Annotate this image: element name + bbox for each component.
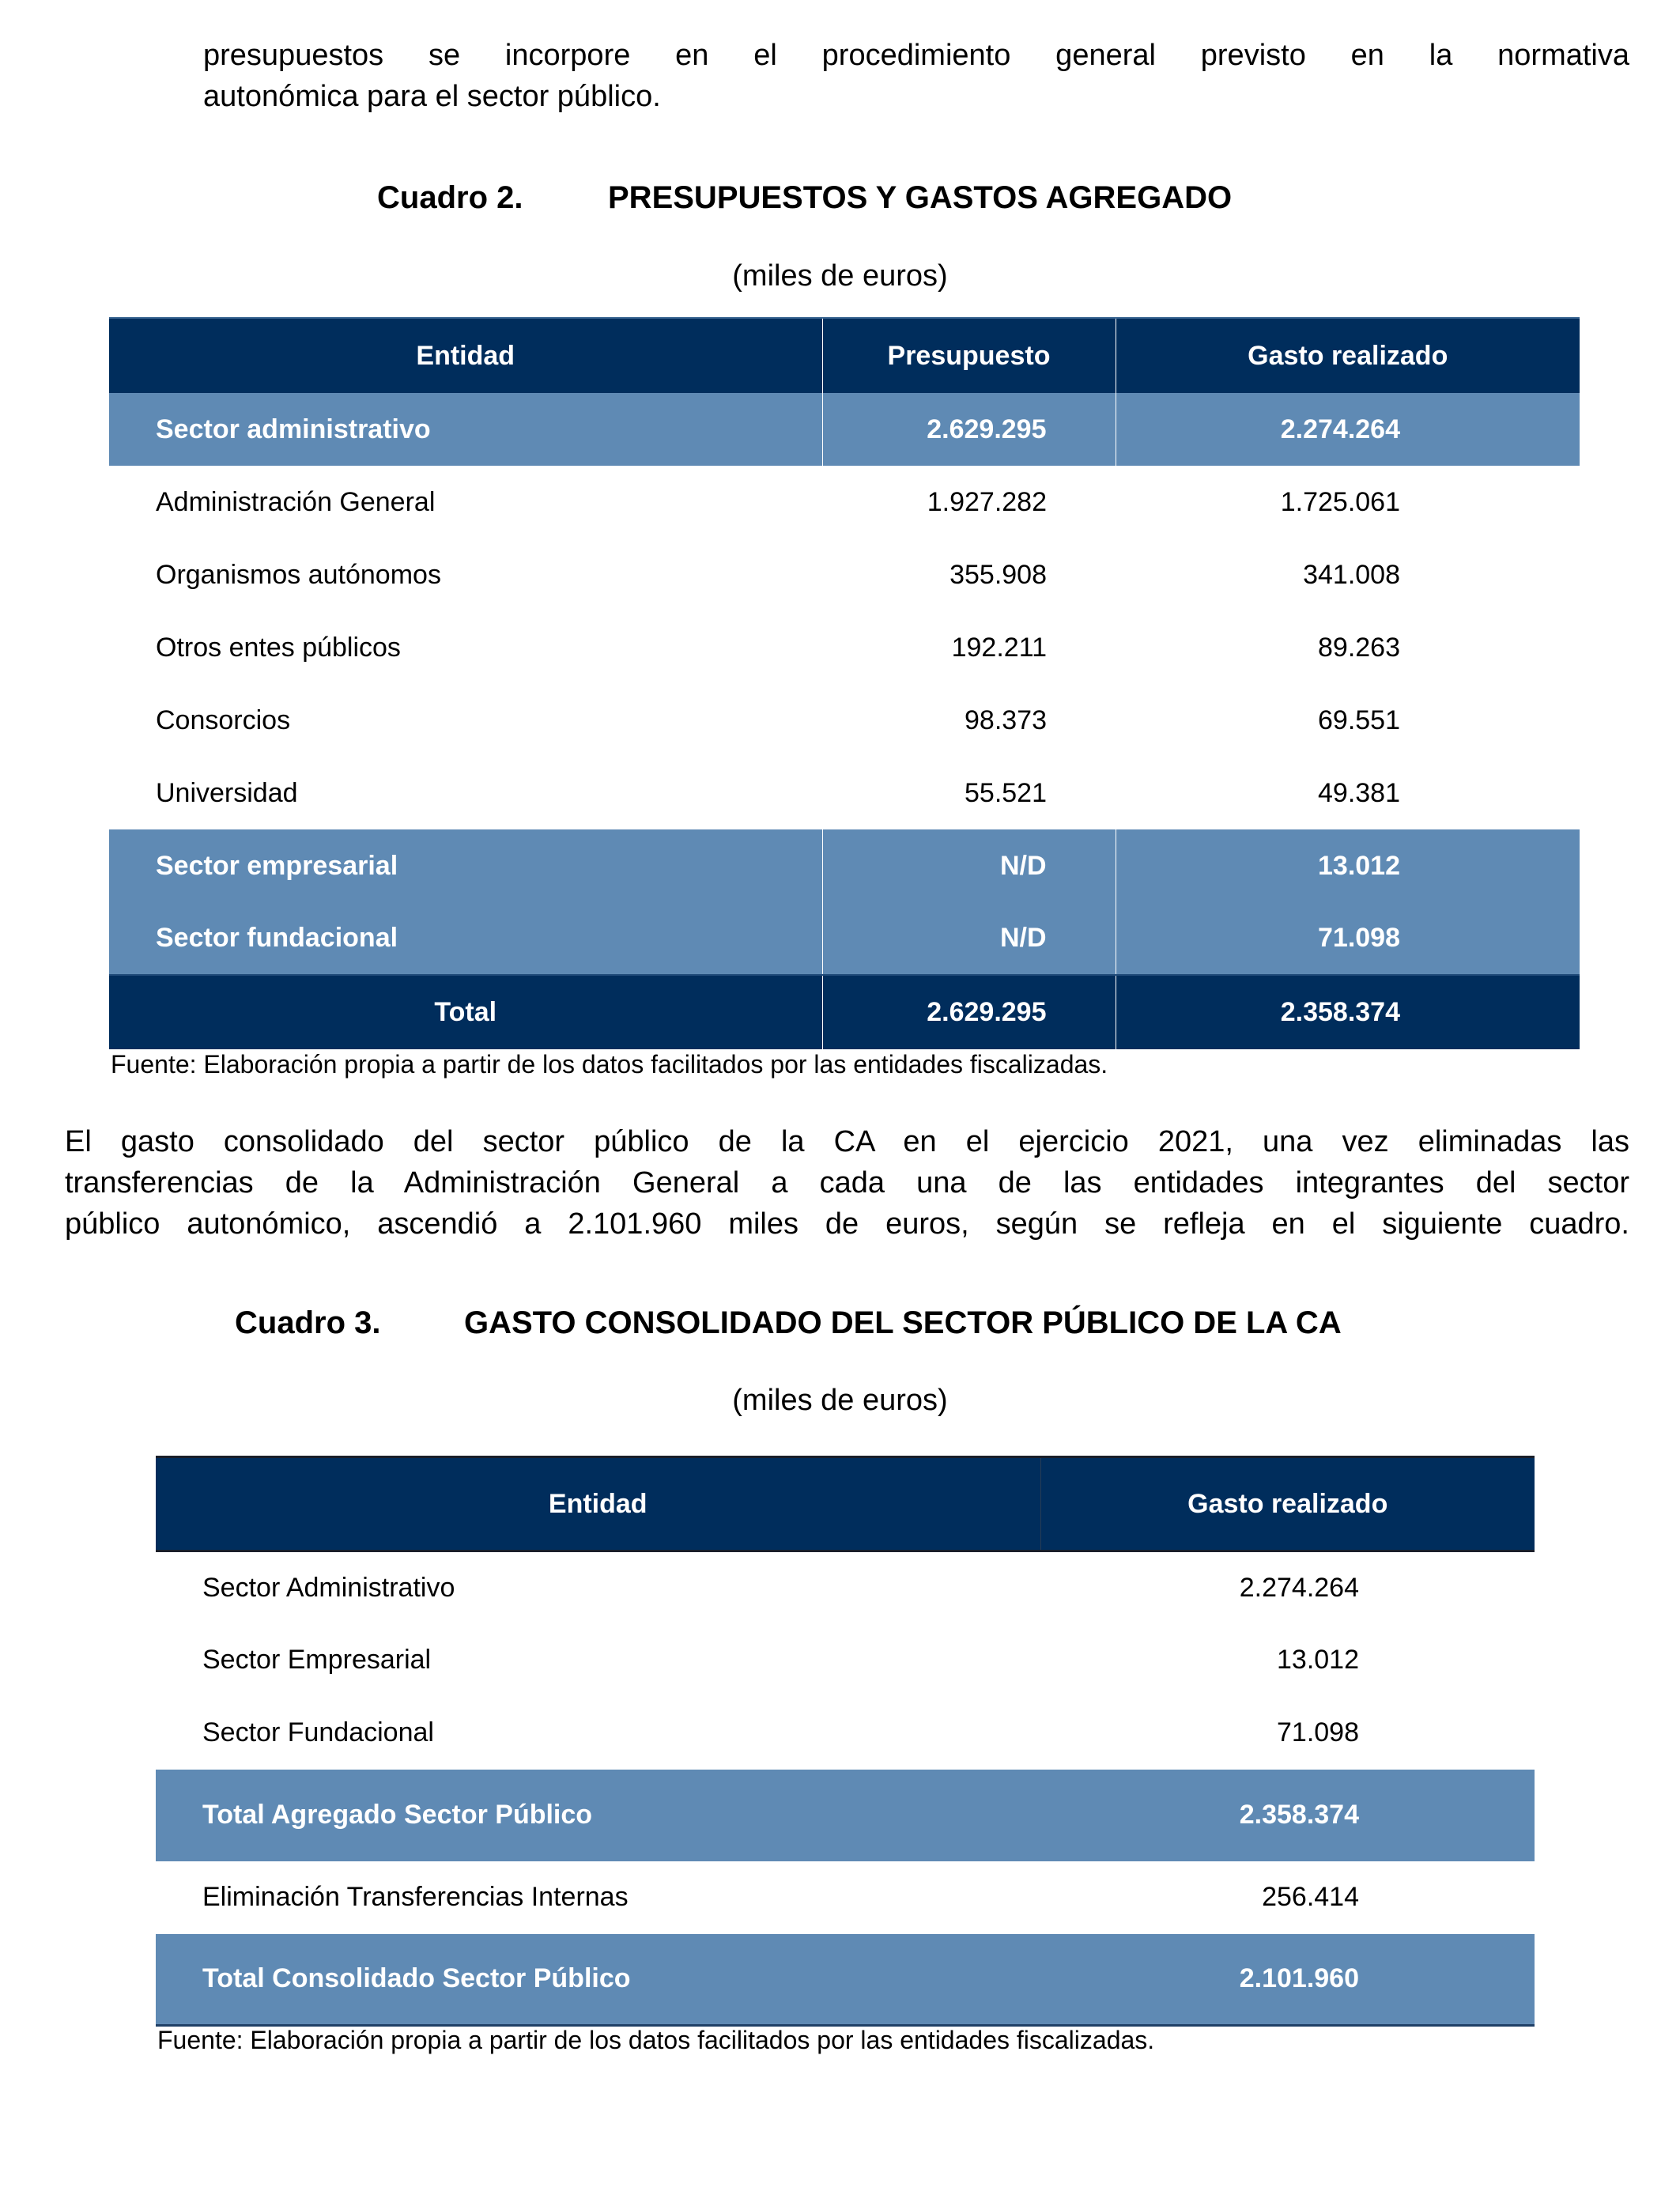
column-header-gasto-realizado: Gasto realizado	[1116, 318, 1580, 393]
presupuesto-value: N/D	[822, 902, 1116, 975]
cuadro-3-name: GASTO CONSOLIDADO DEL SECTOR PÚBLICO DE LA CA	[464, 1305, 1342, 1340]
row-label: Sector Fundacional	[202, 1717, 434, 1747]
table-total-row	[109, 975, 1580, 1049]
row-label: Sector Empresarial	[202, 1645, 432, 1675]
table-row-total-agregado	[156, 1770, 1535, 1861]
table-row-total-consolidado	[156, 1934, 1535, 2026]
gasto-value: 69.551	[1318, 705, 1400, 735]
presupuestos-gastos-table	[109, 317, 1580, 1049]
cuadro-3-units: (miles de euros)	[732, 1384, 948, 1417]
gasto-value: 1.725.061	[1280, 486, 1400, 517]
row-label: Administración General	[156, 486, 436, 517]
presupuesto-value: 192.211	[951, 632, 1047, 663]
row-label: Organismos autónomos	[156, 559, 441, 590]
table-row	[156, 1861, 1535, 1934]
table-header-row	[109, 318, 1580, 393]
table-header-row	[156, 1457, 1535, 1551]
column-header-entidad: Entidad	[109, 318, 822, 393]
presupuesto-value: 355.908	[949, 559, 1047, 590]
paragraph-line: El gasto consolidado del sector público de la CA en el ejercicio 2021, una vez eliminadas las	[65, 1125, 1629, 1158]
table-row	[109, 466, 1580, 538]
total-gasto-value: 2.358.374	[1116, 975, 1580, 1049]
table-row-sector-fundacional	[109, 902, 1580, 975]
cuadro-3-title	[235, 1304, 1579, 1342]
row-label: Sector administrativo	[156, 414, 431, 444]
paragraph-line: público autonómico, ascendió a 2.101.960 miles de euros, según se refleja en el siguiente cuadro.	[65, 1207, 1629, 1241]
presupuesto-value: 98.373	[965, 705, 1047, 735]
row-label: Total Consolidado Sector Público	[156, 1934, 1040, 2026]
gasto-value: 13.012	[1277, 1645, 1359, 1675]
table-row-sector-administrativo	[109, 393, 1580, 466]
table-row-sector-empresarial	[109, 829, 1580, 902]
gasto-value: 256.414	[1262, 1882, 1359, 1912]
table-row	[156, 1624, 1535, 1697]
column-header-entidad: Entidad	[156, 1457, 1040, 1551]
paragraph-line: transferencias de la Administración General a cada una de las entidades integrantes del sector	[65, 1166, 1629, 1200]
row-label: Sector fundacional	[156, 923, 398, 953]
row-label: Total Agregado Sector Público	[202, 1800, 593, 1830]
column-header-presupuesto: Presupuesto	[822, 318, 1116, 393]
cuadro-2-source-note: Fuente: Elaboración propia a partir de los datos facilitados por las entidades fiscalizadas.	[111, 1050, 1108, 1079]
row-label: Sector Administrativo	[202, 1572, 455, 1603]
cuadro-3-number: Cuadro 3.	[235, 1305, 381, 1340]
gasto-value: 341.008	[1303, 559, 1400, 590]
gasto-value: 71.098	[1277, 1717, 1359, 1747]
paragraph-line: presupuestos se incorpore en el procedimiento general previsto en la normativa	[203, 39, 1629, 72]
column-header-gasto-realizado: Gasto realizado	[1040, 1457, 1535, 1551]
presupuesto-value: 55.521	[965, 777, 1047, 808]
gasto-value: 71.098	[1116, 902, 1580, 975]
presupuesto-value: 1.927.282	[927, 486, 1047, 517]
gasto-value: 13.012	[1116, 829, 1580, 902]
cuadro-2-number: Cuadro 2.	[377, 180, 523, 215]
cuadro-2-title	[377, 179, 1405, 217]
table-row	[109, 757, 1580, 829]
table-row	[156, 1551, 1535, 1624]
intro-paragraph	[203, 35, 1629, 117]
presupuesto-value: 2.629.295	[822, 393, 1116, 466]
consolidated-spending-paragraph	[65, 1121, 1629, 1245]
table-row	[156, 1697, 1535, 1770]
row-label: Eliminación Transferencias Internas	[202, 1882, 629, 1912]
paragraph-line: autonómica para el sector público.	[203, 80, 661, 113]
table-row	[109, 684, 1580, 757]
table-row	[109, 538, 1580, 611]
row-label: Consorcios	[156, 705, 291, 735]
row-label: Otros entes públicos	[156, 632, 401, 663]
gasto-value: 2.274.264	[1239, 1572, 1359, 1603]
gasto-consolidado-table	[156, 1456, 1535, 2027]
gasto-value: 2.358.374	[1239, 1800, 1359, 1830]
presupuesto-value: N/D	[822, 829, 1116, 902]
table-row	[109, 611, 1580, 684]
gasto-value: 49.381	[1318, 777, 1400, 808]
total-presupuesto-value: 2.629.295	[822, 975, 1116, 1049]
cuadro-3-source-note: Fuente: Elaboración propia a partir de los datos facilitados por las entidades fiscalizadas.	[157, 2026, 1155, 2054]
cuadro-2-units: (miles de euros)	[732, 259, 948, 293]
cuadro-2-name: PRESUPUESTOS Y GASTOS AGREGADO	[608, 180, 1233, 215]
row-label: Universidad	[156, 777, 298, 808]
gasto-value: 2.274.264	[1116, 393, 1580, 466]
total-label: Total	[109, 975, 822, 1049]
gasto-value: 2.101.960	[1040, 1934, 1535, 2026]
row-label: Sector empresarial	[156, 850, 398, 881]
gasto-value: 89.263	[1318, 632, 1400, 663]
